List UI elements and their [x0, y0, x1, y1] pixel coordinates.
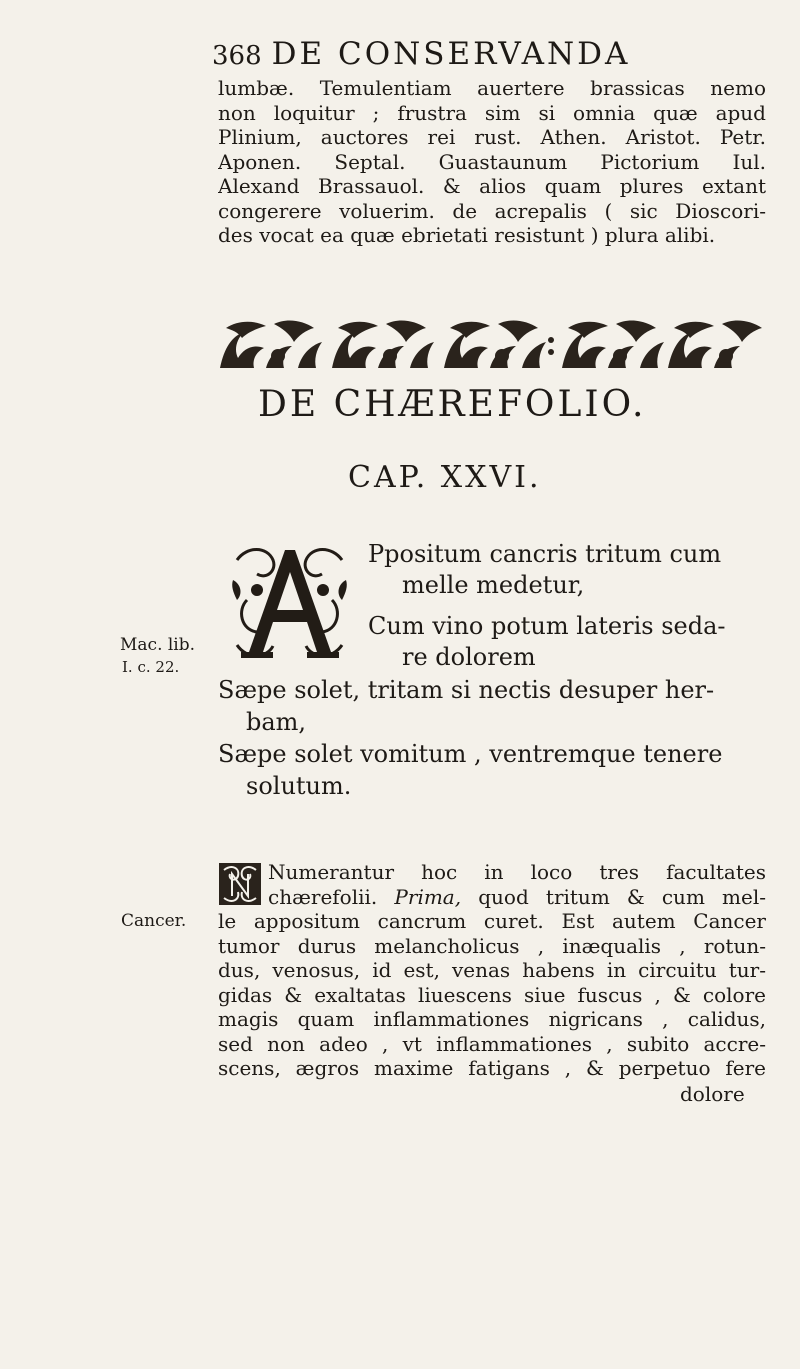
italic-term: Prima, [394, 884, 462, 909]
text-line: non loquitur ; frustra sim si omnia quæ apud [218, 100, 766, 125]
text-line: Alexand Brassauol. & alios quam plures extant [218, 174, 766, 198]
text-line: Numerantur hoc in loco tres facultates [268, 860, 766, 884]
ornamental-initial-a-icon [227, 540, 352, 665]
header-title: DE CONSERVANDA [271, 36, 631, 72]
verse-line: Sæpe solet, tritam si nectis desuper her- [218, 676, 715, 704]
text-line: gidas & exaltatas liuescens siue fuscus , & colore [218, 982, 766, 1007]
text-line: magis quam inflammationes nigricans , calidus, [218, 1007, 766, 1031]
running-header [212, 36, 630, 72]
text-line: lumbæ. Temulentiam auertere brassicas nemo [218, 76, 766, 100]
verse-line: bam, [246, 708, 307, 736]
decorative-ornament-band [218, 318, 763, 370]
text-line: congerere voluerim. de acrepalis ( sic Dioscori- [218, 198, 766, 223]
verse-line: Sæpe solet vomitum , ventremque tenere [218, 740, 723, 768]
commentary-opening [268, 860, 766, 909]
verse-line: Cum vino potum lateris seda- [368, 612, 726, 640]
text-line: Aponen. Septal. Guastaunum Pictorium Iul. [218, 149, 766, 174]
margin-note-cancer: Cancer. [121, 911, 187, 931]
verse-line: melle medetur, [402, 571, 585, 599]
text-line: dus, venosus, id est, venas habens in circuitu tur- [218, 958, 766, 982]
text-line: des vocat ea quæ ebrietati resistunt ) plura alibi. [218, 223, 716, 247]
text-segment: quod tritum & cum mel- [478, 884, 766, 909]
text-line: Plinium, auctores rei rust. Athen. Aristot. Petr. [218, 125, 766, 149]
text-line [268, 885, 766, 910]
margin-note-reference-2: I. c. 22. [122, 658, 180, 676]
ornamental-initial-n-icon [218, 862, 262, 906]
verse-line: re dolorem [402, 643, 536, 671]
verse-line: solutum. [246, 772, 352, 800]
text-line: scens, ægros maxime fatigans , & perpetuo fere [218, 1056, 766, 1080]
top-paragraph [218, 76, 766, 248]
chapter-title: DE CHÆREFOLIO. [258, 384, 647, 425]
chapter-number: CAP. XXVI. [348, 460, 542, 495]
text-line: tumor durus melancholicus , inæqualis , rotun- [218, 933, 766, 958]
ornament-unit [220, 321, 322, 368]
commentary-body [218, 909, 766, 1081]
page-number: 368 [212, 41, 262, 71]
text-line: le appositum cancrum curet. Est autem Cancer [218, 909, 766, 933]
text-segment: chærefolii. [268, 884, 378, 909]
catchword: dolore [680, 1082, 745, 1106]
text-line: sed non adeo , vt inflammationes , subito accre- [218, 1031, 766, 1056]
margin-note-reference: Mac. lib. [120, 635, 196, 655]
verse-line: Ppositum cancris tritum cum [368, 540, 722, 568]
